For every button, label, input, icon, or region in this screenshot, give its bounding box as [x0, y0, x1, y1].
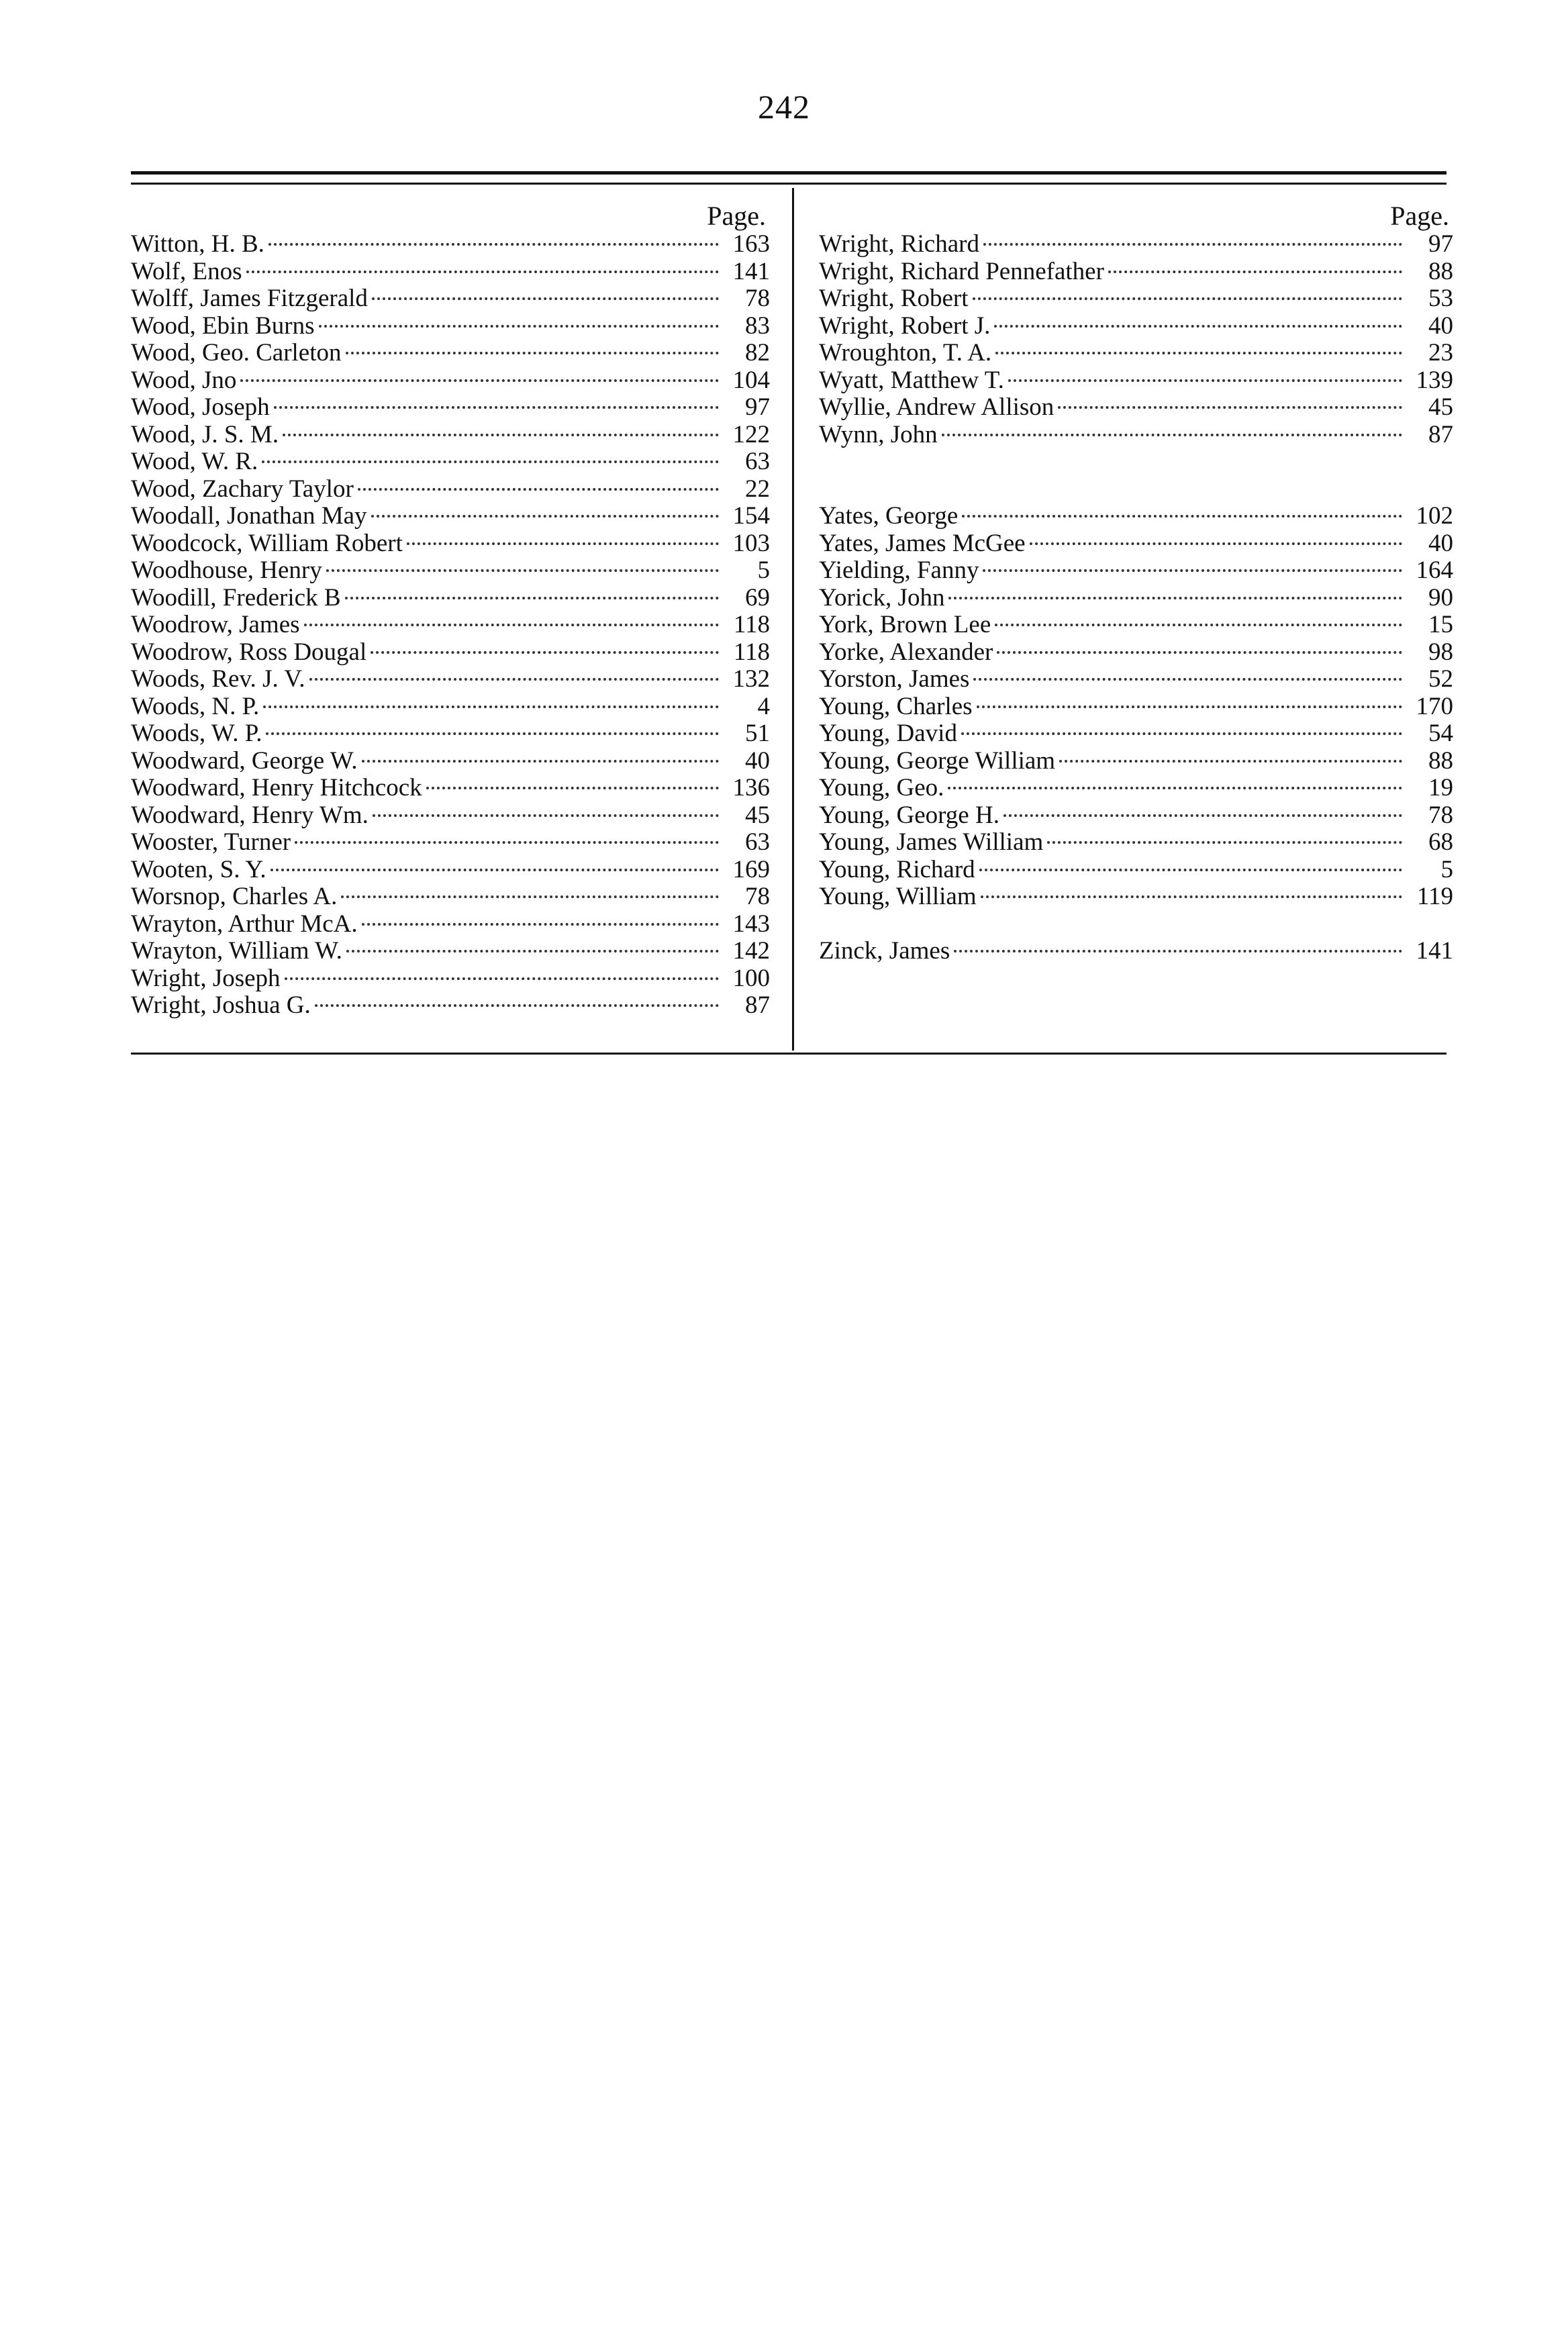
dot-leader — [362, 760, 720, 763]
right-column — [819, 201, 1453, 965]
entry-page-number: 139 — [1416, 366, 1453, 394]
entry-page-number: 141 — [732, 257, 770, 285]
entry-page-number: 100 — [732, 964, 770, 992]
entry-page-number: 87 — [1428, 420, 1453, 448]
dot-leader — [1108, 271, 1402, 273]
entry-name: Yorke, Alexander — [819, 638, 993, 666]
dot-leader — [981, 895, 1402, 898]
index-entry — [819, 585, 1453, 612]
index-entry — [819, 748, 1453, 775]
entry-page-number: 104 — [732, 366, 770, 394]
index-entry — [131, 802, 770, 830]
dot-leader — [1030, 542, 1402, 545]
dot-leader — [961, 732, 1402, 735]
index-entry — [131, 639, 770, 667]
entry-name: Zinck, James — [819, 937, 950, 965]
entry-page-number: 52 — [1428, 665, 1453, 693]
entry-page-number: 118 — [733, 638, 770, 666]
entry-page-number: 63 — [745, 828, 770, 856]
entry-name: Wrayton, Arthur McA. — [131, 910, 358, 938]
right-page-header: Page. — [1390, 201, 1449, 231]
index-entry — [131, 476, 770, 503]
dot-leader — [263, 705, 719, 708]
entry-page-number: 90 — [1428, 583, 1453, 612]
index-entry — [131, 313, 770, 340]
index-entry — [819, 612, 1453, 639]
entry-page-number: 19 — [1428, 774, 1453, 801]
dot-leader — [371, 651, 719, 654]
dot-leader — [407, 542, 719, 545]
entry-page-number: 78 — [745, 285, 770, 312]
entry-name: Yates, George — [819, 502, 959, 530]
entry-page-number: 143 — [732, 910, 770, 938]
entry-page-number: 97 — [745, 393, 770, 421]
entry-page-number: 103 — [732, 529, 770, 557]
index-entry — [819, 557, 1453, 585]
dot-leader — [1058, 406, 1402, 409]
index-entry — [131, 992, 770, 1020]
entry-page-number: 63 — [745, 448, 770, 475]
index-entry — [131, 938, 770, 965]
index-entry — [131, 422, 770, 449]
dot-leader — [994, 325, 1402, 328]
dot-leader — [268, 243, 719, 246]
entry-name: Wrayton, William W. — [131, 937, 342, 965]
index-entry — [131, 340, 770, 367]
entry-page-number: 132 — [732, 665, 770, 693]
dot-leader — [346, 950, 719, 953]
index-entry — [819, 666, 1453, 693]
dot-leader — [983, 569, 1402, 572]
dot-leader — [319, 325, 720, 328]
entry-name: Wyllie, Andrew Allison — [819, 393, 1055, 421]
page-number: 242 — [758, 88, 810, 126]
entry-name: Young, Geo. — [819, 774, 944, 801]
dot-leader — [246, 271, 719, 273]
dot-leader — [295, 841, 719, 844]
dot-leader — [1047, 841, 1402, 844]
index-entry — [131, 585, 770, 612]
entry-name: Wolff, James Fitzgerald — [131, 285, 368, 312]
entry-page-number: 54 — [1428, 720, 1453, 747]
entry-page-number: 5 — [757, 556, 770, 584]
dot-leader — [948, 787, 1402, 789]
entry-name: Wyatt, Matthew T. — [819, 366, 1004, 394]
entry-page-number: 23 — [1428, 339, 1453, 367]
dot-leader — [262, 460, 719, 463]
entry-page-number: 97 — [1428, 230, 1453, 258]
entry-page-number: 122 — [732, 420, 770, 448]
entry-page-number: 53 — [1428, 285, 1453, 312]
entry-page-number: 78 — [745, 883, 770, 910]
entry-name: Wood, J. S. M. — [131, 420, 279, 448]
entry-page-number: 142 — [732, 937, 770, 965]
entry-page-number: 87 — [745, 991, 770, 1019]
entry-name: Wood, Zachary Taylor — [131, 475, 354, 503]
dot-leader — [373, 814, 719, 817]
entry-name: Wooster, Turner — [131, 828, 291, 856]
entry-name: Woodward, Henry Wm. — [131, 801, 369, 829]
entry-page-number: 5 — [1440, 855, 1453, 883]
index-entry — [819, 394, 1453, 422]
index-entry — [131, 911, 770, 938]
dot-leader — [266, 732, 719, 735]
column-divider — [792, 188, 794, 1051]
entry-page-number: 98 — [1428, 638, 1453, 666]
entry-page-number: 141 — [1416, 937, 1453, 965]
index-entry — [131, 448, 770, 476]
entry-page-number: 154 — [732, 502, 770, 530]
entry-name: Woodcock, William Robert — [131, 529, 403, 557]
index-entry — [131, 775, 770, 802]
index-entry — [819, 285, 1453, 313]
index-entry — [131, 748, 770, 775]
dot-leader — [983, 243, 1402, 246]
dot-leader — [426, 787, 719, 789]
dot-leader — [942, 434, 1402, 436]
entry-page-number: 102 — [1416, 502, 1453, 530]
entry-name: Young, George William — [819, 746, 1056, 775]
index-entry — [131, 666, 770, 693]
entry-name: Woodrow, Ross Dougal — [131, 638, 367, 666]
dot-leader — [274, 406, 719, 409]
index-entry — [131, 394, 770, 422]
dot-leader — [346, 352, 719, 354]
dot-leader — [979, 869, 1402, 871]
entry-name: Wright, Joshua G. — [131, 991, 311, 1019]
entry-page-number: 45 — [1428, 393, 1453, 421]
dot-leader — [962, 515, 1402, 518]
entry-page-number: 68 — [1428, 828, 1453, 856]
index-entry — [819, 231, 1453, 258]
section-gap — [819, 911, 1453, 938]
index-entry — [819, 639, 1453, 667]
dot-leader — [997, 651, 1402, 654]
entry-name: Woods, W. P. — [131, 720, 262, 747]
entry-name: Wroughton, T. A. — [819, 339, 992, 367]
index-entry — [131, 258, 770, 286]
entry-name: York, Brown Lee — [819, 611, 991, 638]
entry-page-number: 40 — [745, 746, 770, 775]
entry-name: Woodward, George W. — [131, 746, 358, 775]
index-entry — [131, 965, 770, 993]
entry-name: Wood, Joseph — [131, 393, 270, 421]
right-index-list-z — [819, 938, 1453, 965]
entry-page-number: 170 — [1416, 692, 1453, 720]
dot-leader — [285, 977, 719, 980]
index-entry — [819, 857, 1453, 884]
dot-leader — [341, 895, 719, 898]
entry-page-number: 40 — [1428, 529, 1453, 557]
index-entry — [819, 883, 1453, 911]
entry-page-number: 82 — [745, 339, 770, 367]
dot-leader — [358, 488, 719, 491]
entry-page-number: 40 — [1428, 311, 1453, 340]
entry-name: Woodill, Frederick B — [131, 583, 341, 612]
entry-name: Wood, Geo. Carleton — [131, 339, 342, 367]
left-page-header: Page. — [707, 201, 766, 231]
entry-name: Young, William — [819, 883, 977, 910]
dot-leader — [345, 597, 720, 599]
index-entry — [819, 938, 1453, 965]
index-entry — [819, 367, 1453, 395]
index-entry — [819, 340, 1453, 367]
entry-name: Wright, Richard Pennefather — [819, 257, 1104, 285]
entry-name: Yorick, John — [819, 583, 945, 612]
index-entry — [131, 557, 770, 585]
dot-leader — [362, 923, 719, 926]
index-entry — [819, 802, 1453, 830]
index-entry — [131, 367, 770, 395]
entry-name: Wolf, Enos — [131, 257, 242, 285]
index-entry — [819, 422, 1453, 449]
dot-leader — [1003, 814, 1402, 817]
entry-name: Woodall, Jonathan May — [131, 502, 367, 530]
entry-page-number: 83 — [745, 311, 770, 340]
dot-leader — [1008, 379, 1402, 382]
left-index-list — [131, 231, 770, 1020]
index-entry — [819, 720, 1453, 748]
dot-leader — [309, 678, 720, 681]
index-entry — [131, 693, 770, 721]
entry-name: Yorston, James — [819, 665, 970, 693]
header-rule-thin — [131, 183, 1447, 185]
right-index-list-y — [819, 503, 1453, 911]
entry-name: Young, David — [819, 720, 957, 747]
dot-leader — [995, 624, 1402, 626]
header-rule-thick — [131, 171, 1447, 175]
index-entry — [131, 503, 770, 530]
dot-leader — [304, 624, 719, 626]
index-entry — [131, 829, 770, 857]
footer-rule — [131, 1053, 1447, 1055]
entry-page-number: 164 — [1416, 556, 1453, 584]
index-entry — [131, 883, 770, 911]
dot-leader — [973, 297, 1402, 300]
entry-name: Wood, Jno — [131, 366, 237, 394]
dot-leader — [995, 352, 1402, 354]
entry-page-number: 51 — [745, 720, 770, 747]
index-entry — [131, 231, 770, 258]
entry-name: Young, Charles — [819, 692, 973, 720]
dot-leader — [977, 705, 1402, 708]
entry-name: Young, Richard — [819, 855, 975, 883]
entry-name: Wright, Joseph — [131, 964, 281, 992]
entry-name: Wood, Ebin Burns — [131, 311, 315, 340]
entry-name: Young, James William — [819, 828, 1044, 856]
entry-name: Wooten, S. Y. — [131, 855, 266, 883]
entry-name: Witton, H. B. — [131, 230, 264, 258]
entry-name: Wynn, John — [819, 420, 938, 448]
entry-name: Woods, Rev. J. V. — [131, 665, 305, 693]
index-entry — [819, 693, 1453, 721]
index-entry — [819, 775, 1453, 802]
dot-leader — [240, 379, 719, 382]
index-entry — [131, 857, 770, 884]
dot-leader — [954, 950, 1402, 953]
entry-name: Wright, Richard — [819, 230, 979, 258]
entry-page-number: 78 — [1428, 801, 1453, 829]
dot-leader — [371, 515, 719, 518]
entry-page-number: 15 — [1428, 611, 1453, 638]
entry-name: Young, George H. — [819, 801, 999, 829]
entry-page-number: 69 — [745, 583, 770, 612]
entry-name: Woodhouse, Henry — [131, 556, 322, 584]
entry-page-number: 119 — [1416, 883, 1453, 910]
index-entry — [819, 530, 1453, 558]
entry-name: Woodward, Henry Hitchcock — [131, 774, 422, 801]
entry-name: Woods, N. P. — [131, 692, 260, 720]
index-entry — [131, 285, 770, 313]
entry-page-number: 118 — [733, 611, 770, 638]
dot-leader — [315, 1004, 719, 1007]
entry-page-number: 45 — [745, 801, 770, 829]
entry-name: Yates, James McGee — [819, 529, 1026, 557]
entry-page-number: 4 — [757, 692, 770, 720]
dot-leader — [283, 434, 719, 436]
index-entry — [819, 313, 1453, 340]
entry-name: Wood, W. R. — [131, 448, 258, 475]
right-index-list-w — [819, 231, 1453, 448]
entry-name: Woodrow, James — [131, 611, 300, 638]
left-column — [131, 201, 770, 1020]
section-gap — [819, 448, 1453, 503]
entry-name: Yielding, Fanny — [819, 556, 979, 584]
index-entry — [819, 829, 1453, 857]
entry-name: Worsnop, Charles A. — [131, 883, 338, 910]
entry-name: Wright, Robert — [819, 285, 969, 312]
entry-page-number: 88 — [1428, 257, 1453, 285]
index-entry — [131, 720, 770, 748]
dot-leader — [326, 569, 719, 572]
dot-leader — [948, 597, 1402, 599]
entry-page-number: 22 — [745, 475, 770, 503]
dot-leader — [271, 869, 719, 871]
entry-name: Wright, Robert J. — [819, 311, 991, 340]
entry-page-number: 136 — [732, 774, 770, 801]
dot-leader — [973, 678, 1402, 681]
index-entry — [131, 612, 770, 639]
dot-leader — [372, 297, 719, 300]
dot-leader — [1059, 760, 1402, 763]
entry-page-number: 163 — [732, 230, 770, 258]
entry-page-number: 169 — [732, 855, 770, 883]
index-entry — [131, 530, 770, 558]
entry-page-number: 88 — [1428, 746, 1453, 775]
index-entry — [819, 258, 1453, 286]
index-entry — [819, 503, 1453, 530]
